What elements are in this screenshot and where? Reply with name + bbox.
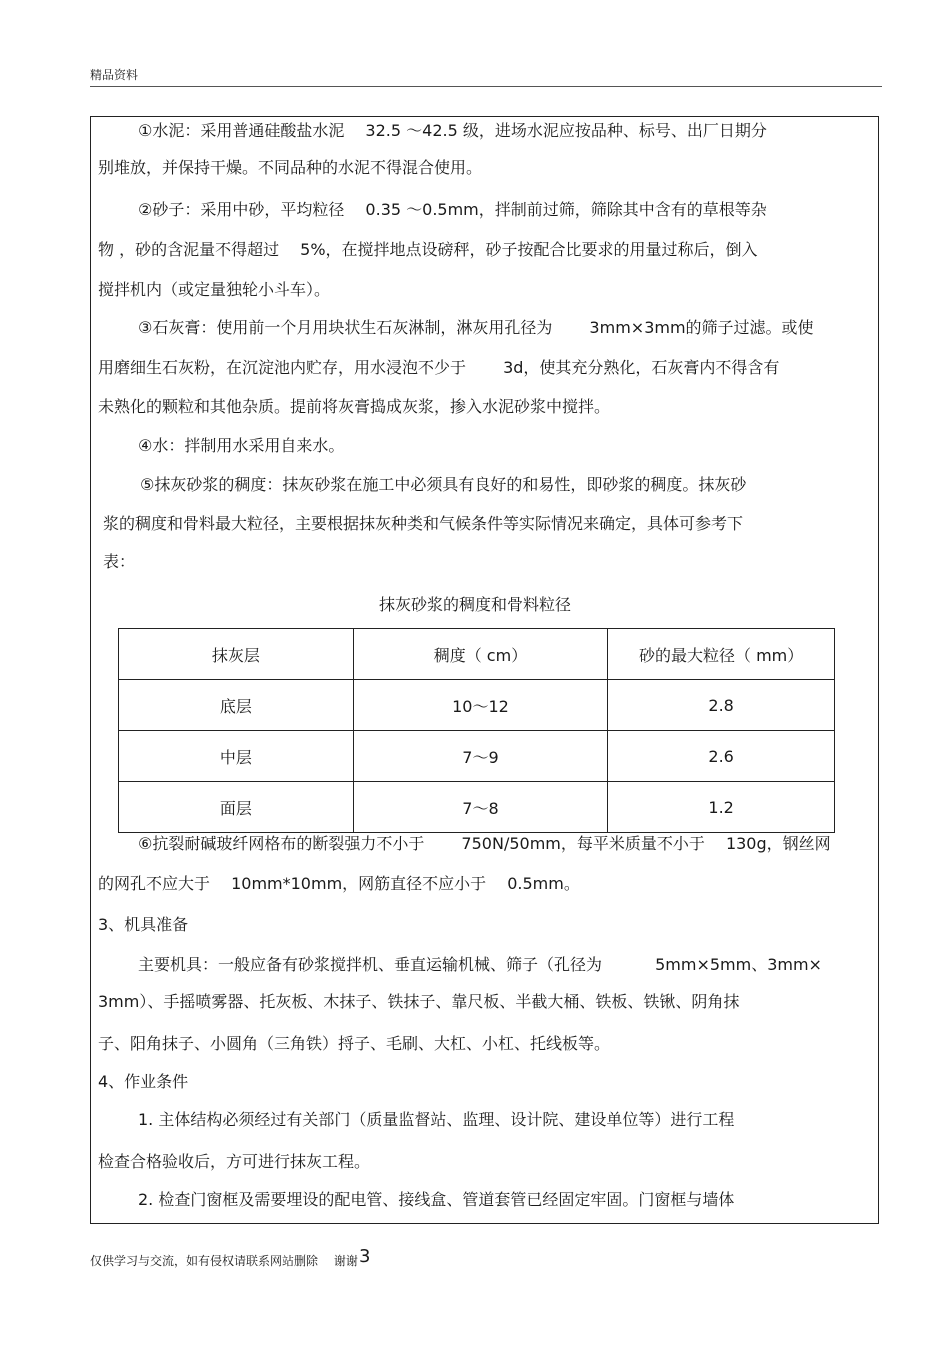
paragraph-line: ⑤抹灰砂浆的稠度：抹灰砂浆在施工中必须具有良好的和易性，即砂浆的稠度。抹灰砂 [140,475,747,494]
paragraph-line: ④水：拌制用水采用自来水。 [138,436,345,455]
paragraph-line: ③石灰膏：使用前一个月用块状生石灰淋制，淋灰用孔径为 3mm×3mm的筛子过滤。或使 [138,318,814,337]
table-cell: 1.2 [608,782,835,833]
paragraph-line: 主要机具：一般应备有砂浆搅拌机、垂直运输机械、筛子（孔径为 5mm×5mm、3mm× [138,955,822,974]
content-frame-bottom [90,1223,879,1224]
header-cell: 抹灰层 [119,629,354,680]
table-cell: 2.6 [608,731,835,782]
paragraph-line: 未熟化的颗粒和其他杂质。提前将灰膏捣成灰浆，掺入水泥砂浆中搅拌。 [98,397,611,416]
paragraph-line: 1. 主体结构必须经过有关部门（质量监督站、监理、设计院、建设单位等）进行工程 [138,1110,735,1129]
table-cell: 7～8 [353,782,608,833]
table-row [119,731,835,782]
paragraph-line: 物 ，砂的含泥量不得超过 5%，在搅拌地点设磅秤，砂子按配合比要求的用量过称后，倒入 [98,240,758,259]
header-cell: 稠度（ cm） [353,629,608,680]
table-header-row [119,629,835,680]
header-divider [90,86,882,87]
table-cell: 面层 [119,782,354,833]
paragraph-line: ⑥抗裂耐碱玻纤网格布的断裂强力不小于 750N/50mm，每平米质量不小于 130g，钢丝网 [138,834,831,853]
table-row [119,680,835,731]
section-heading: 3、机具准备 [98,915,189,934]
table-cell: 7～9 [353,731,608,782]
paragraph-line: 搅拌机内（或定量独轮小斗车）。 [98,280,331,299]
paragraph-line: 2. 检查门窗框及需要埋设的配电管、接线盒、管道套管已经固定牢固。门窗框与墙体 [138,1190,735,1209]
paragraph-line: 子、阳角抹子、小圆角（三角铁）捋子、毛刷、大杠、小杠、托线板等。 [98,1034,611,1053]
page-number: 3 [359,1246,371,1267]
header-label: 精品资料 [90,68,139,82]
table-row [119,782,835,833]
paragraph-line: 的网孔不应大于 10mm*10mm，网筋直径不应小于 0.5mm。 [98,874,580,893]
paragraph-line: 表： [103,552,136,571]
table-title: 抹灰砂浆的稠度和骨料粒径 [378,595,571,614]
paragraph-line: 检查合格验收后，方可进行抹灰工程。 [98,1152,371,1171]
paragraph-line: ②砂子：采用中砂，平均粒径 0.35 ～0.5mm，拌制前过筛，筛除其中含有的草根等杂 [138,200,767,219]
mortar-table [118,628,835,833]
table-cell: 2.8 [608,680,835,731]
section-heading: 4、作业条件 [98,1072,189,1091]
footer-note: 仅供学习与交流，如有侵权请联系网站删除 谢谢 [90,1254,358,1268]
table-cell: 底层 [119,680,354,731]
table-cell: 中层 [119,731,354,782]
paragraph-line: 3mm）、手摇喷雾器、托灰板、木抹子、铁抹子、靠尺板、半截大桶、铁板、铁锹、阴角抹 [98,992,740,1011]
paragraph-line: 用磨细生石灰粉，在沉淀池内贮存，用水浸泡不少于 3d，使其充分熟化，石灰膏内不得含有 [98,358,780,377]
paragraph-line: ①水泥：采用普通硅酸盐水泥 32.5 ～42.5 级，进场水泥应按品种、标号、出厂日期分 [138,121,767,140]
paragraph-line: 别堆放，并保持干燥。不同品种的水泥不得混合使用。 [98,158,483,177]
table-cell: 10～12 [353,680,608,731]
paragraph-line: 浆的稠度和骨料最大粒径，主要根据抹灰种类和气候条件等实际情况来确定，具体可参考下 [103,514,744,533]
header-cell: 砂的最大粒径（ mm） [608,629,835,680]
